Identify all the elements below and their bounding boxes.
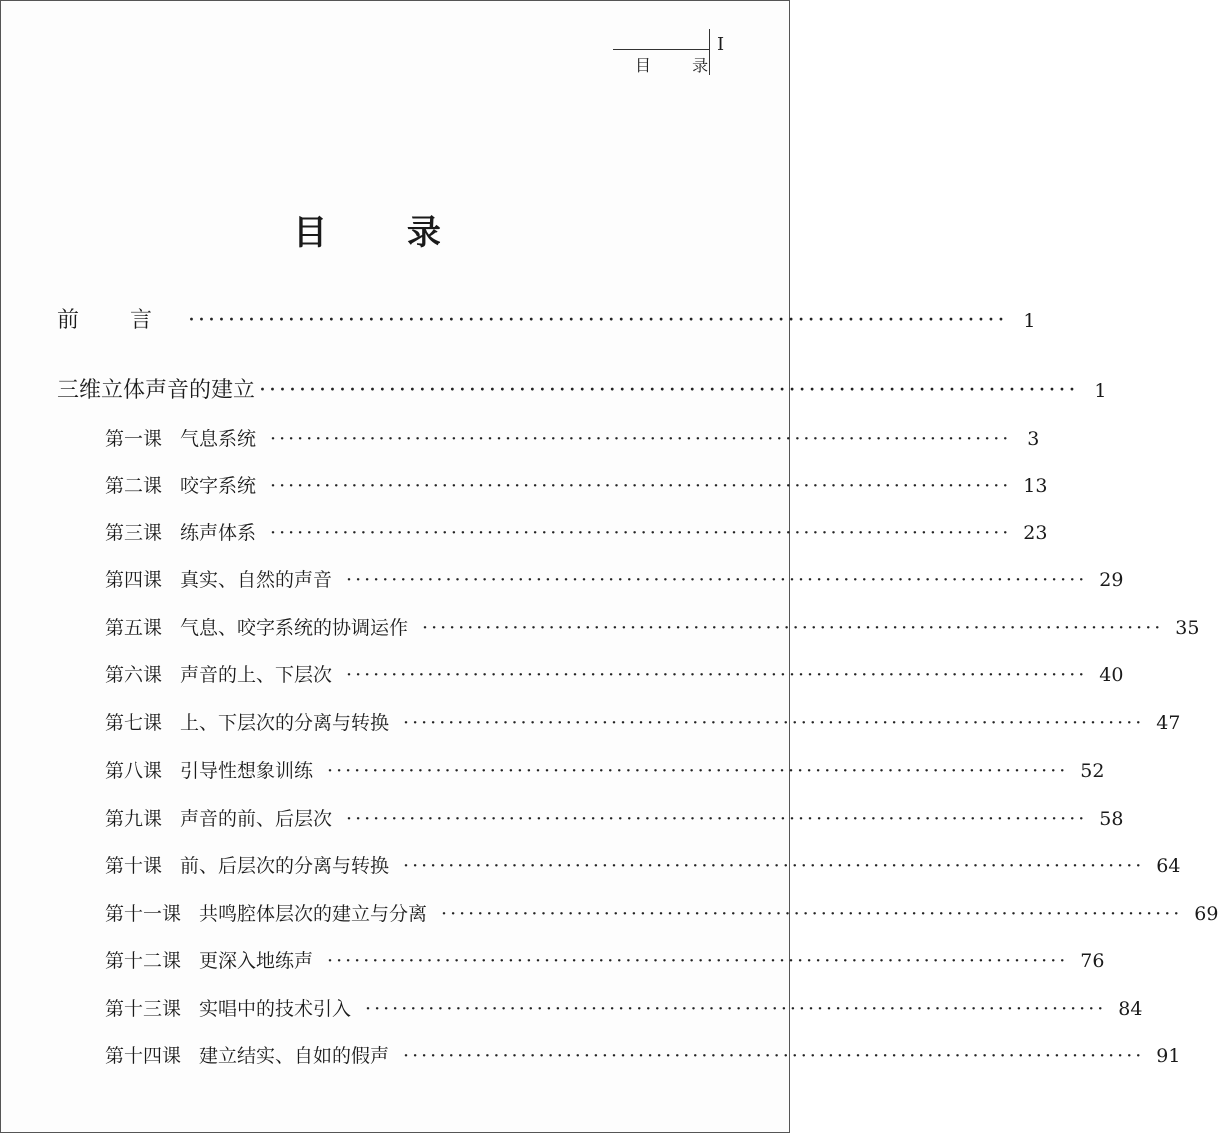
toc-leader-dots: ·················································································· xyxy=(403,712,1145,734)
toc-entry-title: 共鸣腔体层次的建立与分离 xyxy=(199,903,428,925)
toc-leader-dots: ·················································································· xyxy=(327,950,1069,972)
toc-entry-label: 第八课 xyxy=(105,760,163,782)
toc-entry-label: 第一课 xyxy=(105,428,163,450)
toc-entry-lesson xyxy=(105,711,1181,735)
toc-entry-page: 3 xyxy=(1027,428,1040,450)
toc-entry-title: 气息系统 xyxy=(180,428,257,450)
toc-entry-page: 52 xyxy=(1080,760,1105,782)
toc-entry-label: 第十三课 xyxy=(105,998,182,1020)
toc-entry-title: 咬字系统 xyxy=(180,475,257,497)
toc-entry-page: 1 xyxy=(1023,310,1036,332)
toc-entry-lesson xyxy=(105,663,1124,687)
toc-entry-title: 前、后层次的分离与转换 xyxy=(180,855,390,877)
toc-entry-label: 三维立体声音的建立 xyxy=(57,378,256,403)
toc-entry-label: 第七课 xyxy=(105,712,163,734)
toc-entry-lesson xyxy=(105,807,1124,831)
toc-entry-page: 1 xyxy=(1094,380,1107,402)
toc-entry-title: 声音的前、后层次 xyxy=(180,808,333,830)
toc-entry-title: 更深入地练声 xyxy=(199,950,314,972)
toc-entry-label: 前 言 xyxy=(57,308,174,333)
toc-entry-label: 第十四课 xyxy=(105,1045,182,1067)
toc-entry-title: 气息、咬字系统的协调运作 xyxy=(180,617,409,639)
toc-entry-lesson xyxy=(105,949,1105,973)
toc-entry-page: 58 xyxy=(1099,808,1124,830)
toc-leader-dots: ·················································································· xyxy=(188,308,1008,333)
toc-entry-page: 23 xyxy=(1023,522,1048,544)
toc-entry-lesson xyxy=(105,902,1218,926)
toc-entry-label: 第二课 xyxy=(105,475,163,497)
toc-leader-dots: ·················································································· xyxy=(270,475,1012,497)
toc-entry-lesson xyxy=(105,997,1143,1021)
toc-entry-title: 声音的上、下层次 xyxy=(180,664,333,686)
toc-entry-page: 35 xyxy=(1175,617,1200,639)
toc-entry-label: 第十课 xyxy=(105,855,163,877)
toc-title: 目 录 xyxy=(293,213,475,253)
toc-entry-page: 69 xyxy=(1194,903,1218,925)
toc-entry-title: 实唱中的技术引入 xyxy=(199,998,352,1020)
toc-entry-lesson xyxy=(105,854,1181,878)
toc-entry-label: 第四课 xyxy=(105,569,163,591)
toc-entry-page: 47 xyxy=(1156,712,1181,734)
toc-entry-label: 第六课 xyxy=(105,664,163,686)
running-head-divider xyxy=(709,29,710,75)
toc-leader-dots: ·················································································· xyxy=(365,998,1107,1020)
toc-entry-page: 40 xyxy=(1099,664,1124,686)
toc-entry-title: 真实、自然的声音 xyxy=(180,569,333,591)
toc-leader-dots: ·················································································· xyxy=(422,617,1164,639)
running-head xyxy=(613,27,727,77)
toc-entry-lesson xyxy=(105,521,1048,545)
toc-entry-lesson xyxy=(105,427,1040,451)
toc-leader-dots: ·················································································· xyxy=(346,808,1088,830)
toc-entry-title: 练声体系 xyxy=(180,522,257,544)
toc-leader-dots: ·················································································· xyxy=(403,1045,1145,1067)
toc-entry-label: 第九课 xyxy=(105,808,163,830)
toc-entry-page: 29 xyxy=(1099,569,1124,591)
toc-entry-page: 84 xyxy=(1118,998,1143,1020)
toc-entry-label: 第三课 xyxy=(105,522,163,544)
toc-leader-dots: ·················································································· xyxy=(346,664,1088,686)
toc-entry-page: 64 xyxy=(1156,855,1181,877)
toc-entry-lesson xyxy=(105,474,1048,498)
toc-entry-title: 建立结实、自如的假声 xyxy=(199,1045,390,1067)
toc-entry-section xyxy=(57,377,1107,405)
toc-entry-page: 91 xyxy=(1156,1045,1181,1067)
toc-leader-dots: ·················································································· xyxy=(259,378,1079,403)
toc-entry-lesson xyxy=(105,568,1124,592)
toc-entry-page: 76 xyxy=(1080,950,1105,972)
toc-leader-dots: ·················································································· xyxy=(346,569,1088,591)
toc-entry-preface xyxy=(57,307,1036,335)
toc-leader-dots: ·················································································· xyxy=(403,855,1145,877)
toc-entry-title: 上、下层次的分离与转换 xyxy=(180,712,390,734)
toc-entry-title: 引导性想象训练 xyxy=(180,760,314,782)
toc-entry-page: 13 xyxy=(1023,475,1048,497)
toc-entry-lesson xyxy=(105,616,1200,640)
toc-entry-label: 第十二课 xyxy=(105,950,182,972)
toc-entry-label: 第五课 xyxy=(105,617,163,639)
toc-entry-lesson xyxy=(105,759,1105,783)
running-head-page-number: I xyxy=(717,34,725,55)
toc-entry-lesson xyxy=(105,1044,1181,1068)
toc-leader-dots: ·················································································· xyxy=(327,760,1069,782)
toc-leader-dots: ·················································································· xyxy=(270,428,1012,450)
running-head-text: 目 录 xyxy=(635,56,727,75)
running-head-rule xyxy=(613,49,709,50)
toc-leader-dots: ·················································································· xyxy=(270,522,1012,544)
toc-leader-dots: ·················································································· xyxy=(441,903,1183,925)
toc-entry-label: 第十一课 xyxy=(105,903,182,925)
